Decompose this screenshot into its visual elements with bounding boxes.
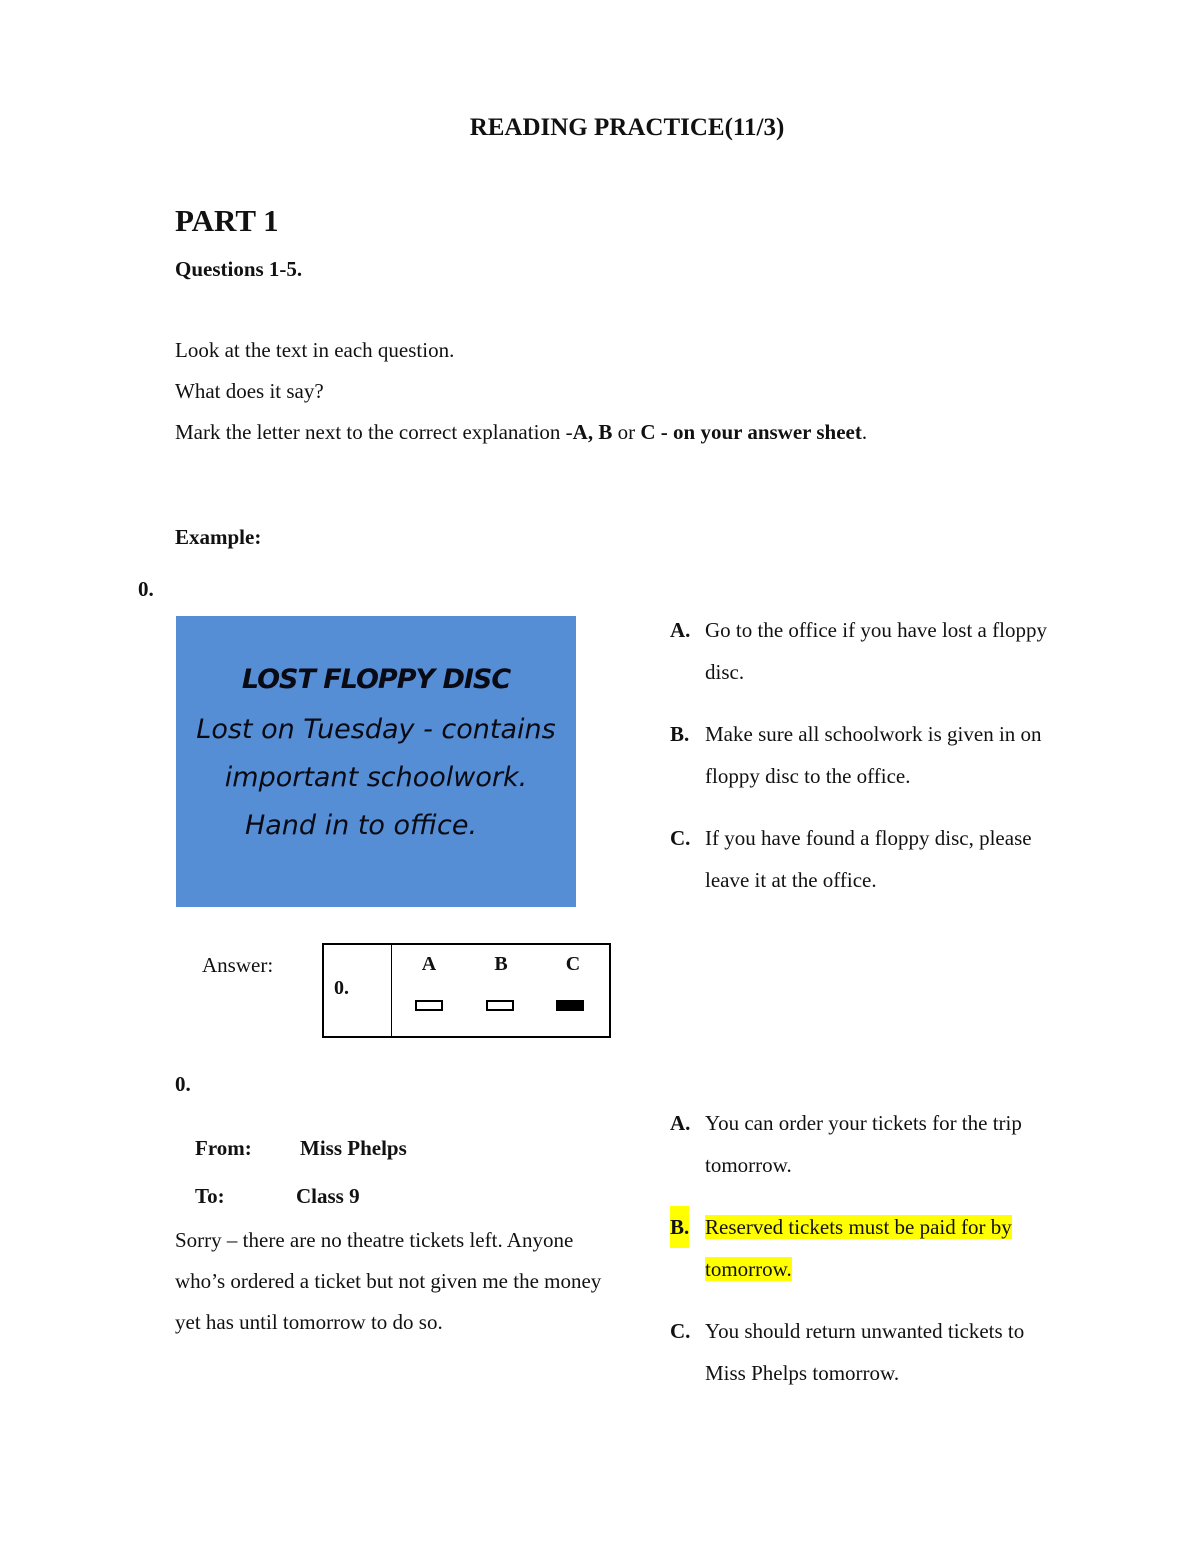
lost-disc-notice (176, 616, 576, 907)
example-options (670, 609, 1065, 921)
option-letter: A. (670, 618, 691, 642)
example-option-b (670, 713, 1065, 797)
memo-from-value: Miss Phelps (300, 1136, 407, 1160)
option-text: If you have found a floppy disc, please leave it at the office. (705, 826, 1032, 892)
example-option-a (670, 609, 1065, 693)
option-text: You should return unwanted tickets to Miss Phelps tomorrow. (705, 1319, 1025, 1385)
instruction-line-2: What does it say? (175, 379, 324, 403)
option-text: Go to the office if you have lost a floppy disc. (705, 618, 1047, 684)
option-letter: C. (670, 1319, 691, 1343)
question-options (670, 1102, 1070, 1414)
memo-from-label: From: (195, 1136, 252, 1160)
page-title: READING PRACTICE(11/3) (469, 114, 785, 141)
instruction-letter-c: C (640, 420, 656, 444)
answer-column-a: A (421, 953, 437, 975)
questions-range: Questions 1-5. (175, 257, 303, 281)
option-letter: B. (670, 722, 690, 746)
question-option-b (670, 1206, 1050, 1290)
question-number: 0. (175, 1072, 191, 1096)
question-option-a (670, 1102, 1070, 1186)
example-option-c (670, 817, 1035, 901)
memo-to-value: Class 9 (296, 1184, 360, 1208)
answer-number: 0. (334, 977, 349, 999)
instruction-line-3 (175, 420, 867, 445)
answer-box-c[interactable] (556, 1000, 584, 1011)
option-letter: C. (670, 826, 691, 850)
answer-label: Answer: (202, 953, 274, 977)
option-letter: A. (670, 1111, 691, 1135)
question-option-c (670, 1310, 1070, 1394)
notice-line-3: Hand in to office. (244, 810, 478, 841)
example-number: 0. (138, 577, 154, 601)
notice-line-2: important schoolwork. (224, 762, 528, 793)
instruction-letters: A, B (572, 420, 613, 444)
option-text-highlighted: Reserved tickets must be paid for by tomorrow. (705, 1215, 1012, 1281)
instruction-line-1: Look at the text in each question. (175, 338, 455, 362)
notice-heading: LOST FLOPPY DISC (241, 664, 511, 695)
memo-message: Sorry – there are no theatre tickets left. Anyone who’s ordered a ticket but not given me the money yet has until tomorrow to do so. (175, 1228, 602, 1334)
answer-column-c: C (565, 953, 581, 975)
memo-to-label: To: (195, 1184, 225, 1208)
part-heading: PART 1 (175, 203, 279, 238)
answer-box-a[interactable] (415, 1000, 443, 1011)
option-text: Make sure all schoolwork is given in on floppy disc to the office. (705, 722, 1042, 788)
instruction-answer-sheet: on your answer sheet (673, 420, 862, 444)
answer-box-b[interactable] (486, 1000, 514, 1011)
option-letter-highlighted: B. (670, 1206, 689, 1248)
answer-column-b: B (494, 953, 508, 975)
instruction-end: . (861, 420, 868, 444)
instruction-dash: - (655, 420, 674, 444)
answer-grid (322, 943, 611, 1038)
option-text: You can order your tickets for the trip tomorrow. (705, 1111, 1022, 1177)
answer-grid-divider (391, 945, 392, 1036)
instruction-or: or (612, 420, 641, 444)
instruction-prefix: Mark the letter next to the correct explanation - (175, 420, 573, 444)
example-label: Example: (175, 525, 262, 549)
notice-line-1: Lost on Tuesday - contains (196, 714, 556, 745)
